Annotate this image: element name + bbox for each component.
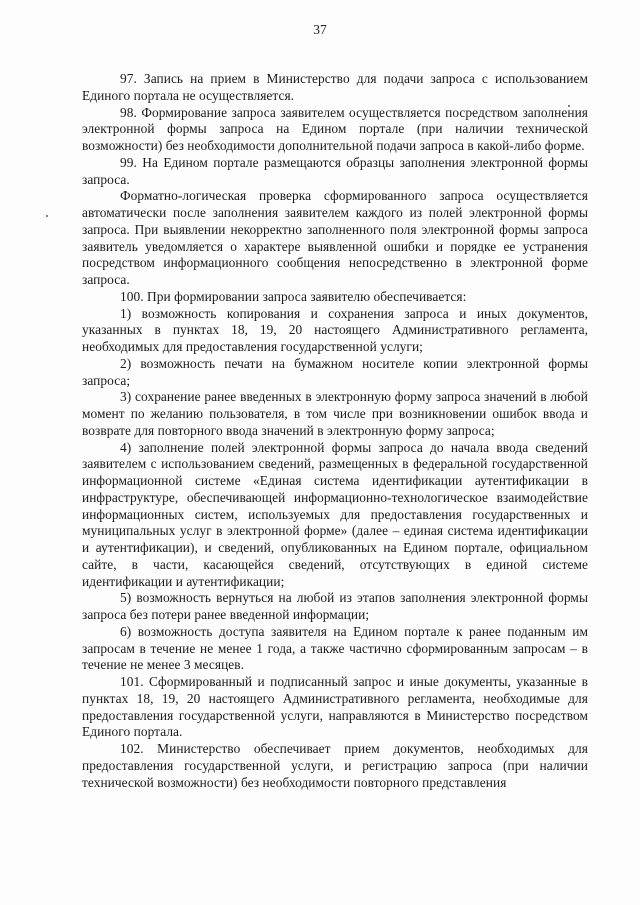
document-body <box>82 71 588 791</box>
paragraph-97: 97. Запись на прием в Министерство для подачи запроса с использованием Единого портала не осуществляется. <box>82 71 588 103</box>
list-item-4: 4) заполнение полей электронной формы запроса до начала ввода сведений заявителем с использованием сведений, размещенных в федеральной государственной информационной системе «Единая система идентификации аутентификации в инфраструктуре, обеспечивающей информационно-технологическое взаимодействие информационных систем, используемых для предоставления государственных и муниципальных услуг в электронной форме» (далее – единая система идентификации и аутентификации), и сведений, опубликованных на Едином портале, официальном сайте, в части, касающейся сведений, отсутствующих в единой системе идентификации и аутентификации; <box>82 439 588 589</box>
paragraph-format-check: Форматно-логическая проверка сформированного запроса осуществляется автоматически после заполнения заявителем каждого из полей электронной формы запроса. При выявлении некорректно заполненного поля электронной формы запроса заявитель уведомляется о характере выявленной ошибки и порядке ее устранения посредством информационного сообщения непосредственно в электронной форме запроса. <box>82 188 588 287</box>
scan-speck <box>46 215 48 217</box>
list-item-1: 1) возможность копирования и сохранения запроса и иных документов, указанных в пунктах 18, 19, 20 настоящего Административного регламента, необходимых для предоставления государственной услуги; <box>82 305 588 354</box>
list-item-6: 6) возможность доступа заявителя на Едином портале к ранее поданным им запросам в течение не менее 1 года, а также частично сформированным запросам – в течение не менее 3 месяцев. <box>82 623 588 673</box>
list-item-3: 3) сохранение ранее введенных в электронную форму запроса значений в любой момент по желанию пользователя, в том числе при возникновении ошибок ввода и возврате для повторного ввода значений в электронную форму запроса; <box>82 389 588 438</box>
list-item-5: 5) возможность вернуться на любой из этапов заполнения электронной формы запроса без потери ранее введенной информации; <box>82 590 588 622</box>
paragraph-99: 99. На Едином портале размещаются образцы заполнения электронной формы запроса. <box>82 154 588 187</box>
paragraph-98: 98. Формирование запроса заявителем осуществляется посредством заполнения электронной формы запроса на Едином портале (при наличии технической возможности) без необходимости дополнительной подачи запроса в какой-либо форме. <box>82 104 588 153</box>
paragraph-102: 102. Министерство обеспечивает прием документов, необходимых для предоставления государственной услуги, и регистрацию запроса (при наличии технической возможности) без необходимости повторного представления <box>82 741 588 790</box>
paragraph-101: 101. Сформированный и подписанный запрос и иные документы, указанные в пунктах 18, 19, 20 настоящего Административного регламента, необходимые для предоставления государственной услуги, направляются в Министерство посредством Единого портала. <box>82 674 588 740</box>
paragraph-100: 100. При формировании запроса заявителю обеспечивается: <box>120 288 467 304</box>
page-number: 37 <box>313 22 327 37</box>
list-item-2: 2) возможность печати на бумажном носителе копии электронной формы запроса; <box>82 355 588 388</box>
